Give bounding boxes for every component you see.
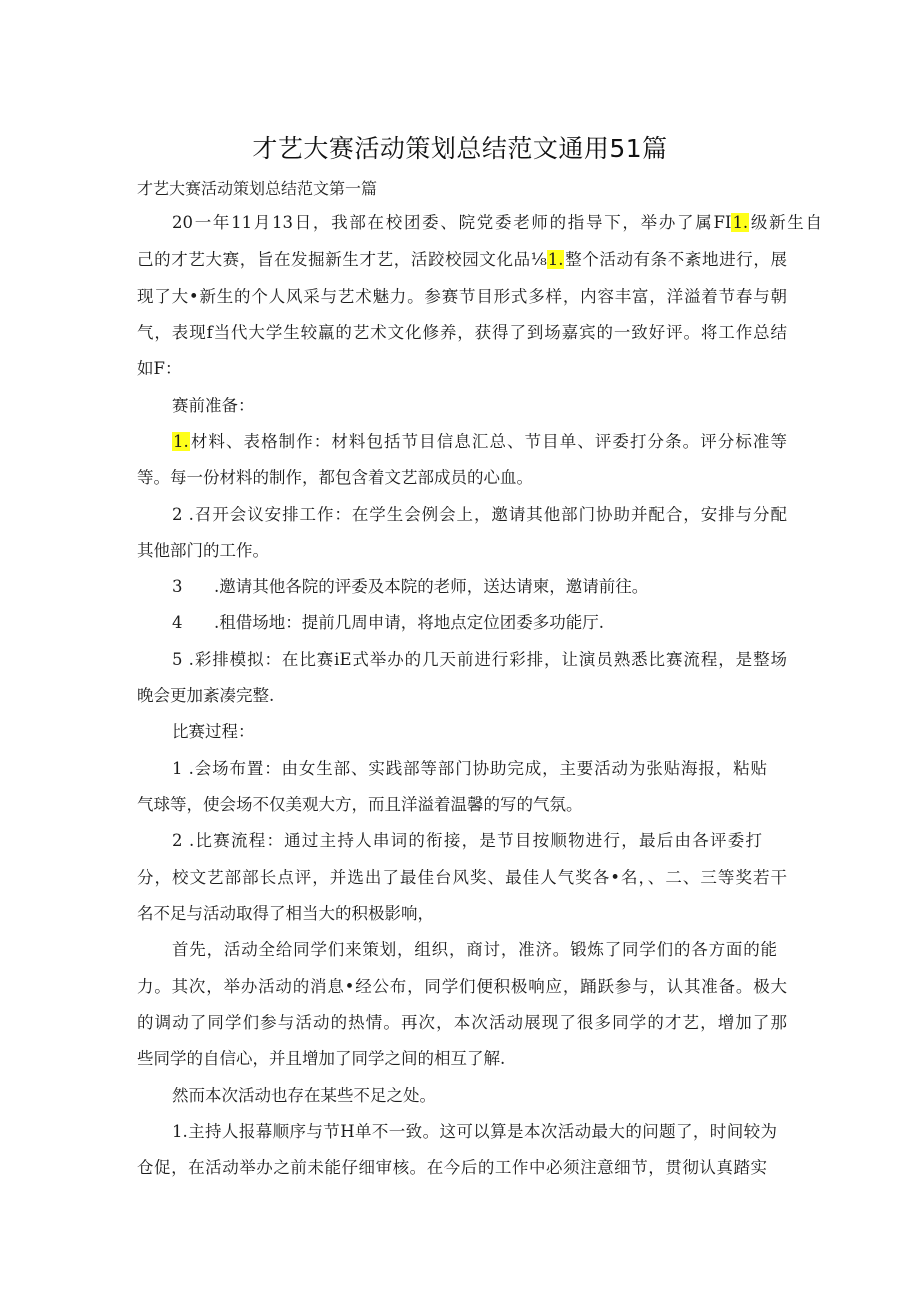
paragraph-line: 现了大•新生的个人风采与艺术魅力。参赛节目形式多样，内容丰富，洋溢着节春与朝	[137, 287, 787, 306]
paragraph-line: 首先，活动全给同学们来策划，组织，商讨，准济。锻炼了同学们的各方面的能	[172, 940, 777, 959]
paragraph-line: 气球等，使会场不仅美观大方，而且洋溢着温馨的写的气氛。	[137, 795, 583, 814]
paragraph-line: 分，校文艺部部长点评，并选出了最佳台风奖、最佳人气奖各•名，、二、三等奖若干	[137, 868, 787, 887]
paragraph-line: 等。每一份材料的制作，都包含着文艺部成员的心血。	[137, 468, 533, 487]
paragraph-line: 己的才艺大赛，旨在发掘新生才艺，活跤校园文化品⅛1.整个活动有条不紊地进行，展	[137, 250, 788, 269]
paragraph-line: 气，表现f当代大学生较羸的艺术文化修养，获得了到场嘉宾的一致好评。将工作总结	[137, 323, 787, 342]
highlight-mark: 1.	[732, 213, 749, 232]
paragraph-line: 名不足与活动取得了相当大的积极影响，	[137, 904, 434, 923]
section-heading: 赛前准备：	[172, 396, 255, 415]
paragraph-line: 的调动了同学们参与活动的热情。再次，本次活动展现了很多同学的才艺，增加了那	[137, 1013, 787, 1032]
list-item: 1.材料、表格制作：材料包括节目信息汇总、节目单、评委打分条。评分标准等	[173, 432, 787, 451]
paragraph-line: 20一年11月13日，我部在校团委、院党委老师的指导下，举办了属FI1.级新生自	[172, 213, 823, 232]
list-item: 2 .召开会议安排工作：在学生会例会上，邀请其他部门协助并配合，安排与分配	[172, 505, 787, 524]
list-item: 4 .租借场地：提前几周申请，将地点定位团委多功能厅.	[172, 613, 604, 632]
highlight-mark: 1.	[547, 250, 564, 269]
paragraph-line: 仓促，在活动举办之前未能仔细审核。在今后的工作中必须注意细节，贯彻认真踏实	[137, 1158, 767, 1177]
highlight-mark: 1.	[173, 432, 189, 451]
paragraph-line: 如F：	[137, 359, 182, 378]
paragraph-line: 其他部门的工作。	[137, 541, 269, 560]
list-item: 1.主持人报幕顺序与节H单不一致。这可以算是本次活动最大的问题了，时间较为	[172, 1122, 777, 1141]
paragraph-line: 然而本次活动也存在某些不足之处。	[172, 1086, 436, 1105]
list-item: 3 .邀请其他各院的评委及本院的老师，送达请柬，邀请前往。	[172, 577, 649, 596]
paragraph-line: 晚会更加紊凑完整.	[137, 686, 275, 705]
list-item: 1 .会场布置：由女生部、实践部等部门协助完成，主要活动为张贴海报，粘贴	[172, 759, 767, 778]
page-title: 才艺大赛活动策划总结范文通用51篇	[252, 134, 668, 163]
paragraph-line: 力。其次，举办活动的消息•经公布，同学们便积极响应，踊跃参与，认其准备。极大	[137, 977, 787, 996]
list-item: 5 .彩排模拟：在比赛iE式举办的几天前进行彩排，让演员熟悉比赛流程，是整场	[172, 650, 787, 669]
list-item: 2 .比赛流程：通过主持人串词的衔接，是节目按顺物进行，最后由各评委打	[172, 831, 762, 850]
section-heading: 比赛过程：	[172, 722, 255, 741]
paragraph-line: 些同学的自信心，并且增加了同学之间的相互了解.	[137, 1049, 506, 1068]
subtitle: 才艺大赛活动策划总结范文第一篇	[137, 179, 378, 198]
